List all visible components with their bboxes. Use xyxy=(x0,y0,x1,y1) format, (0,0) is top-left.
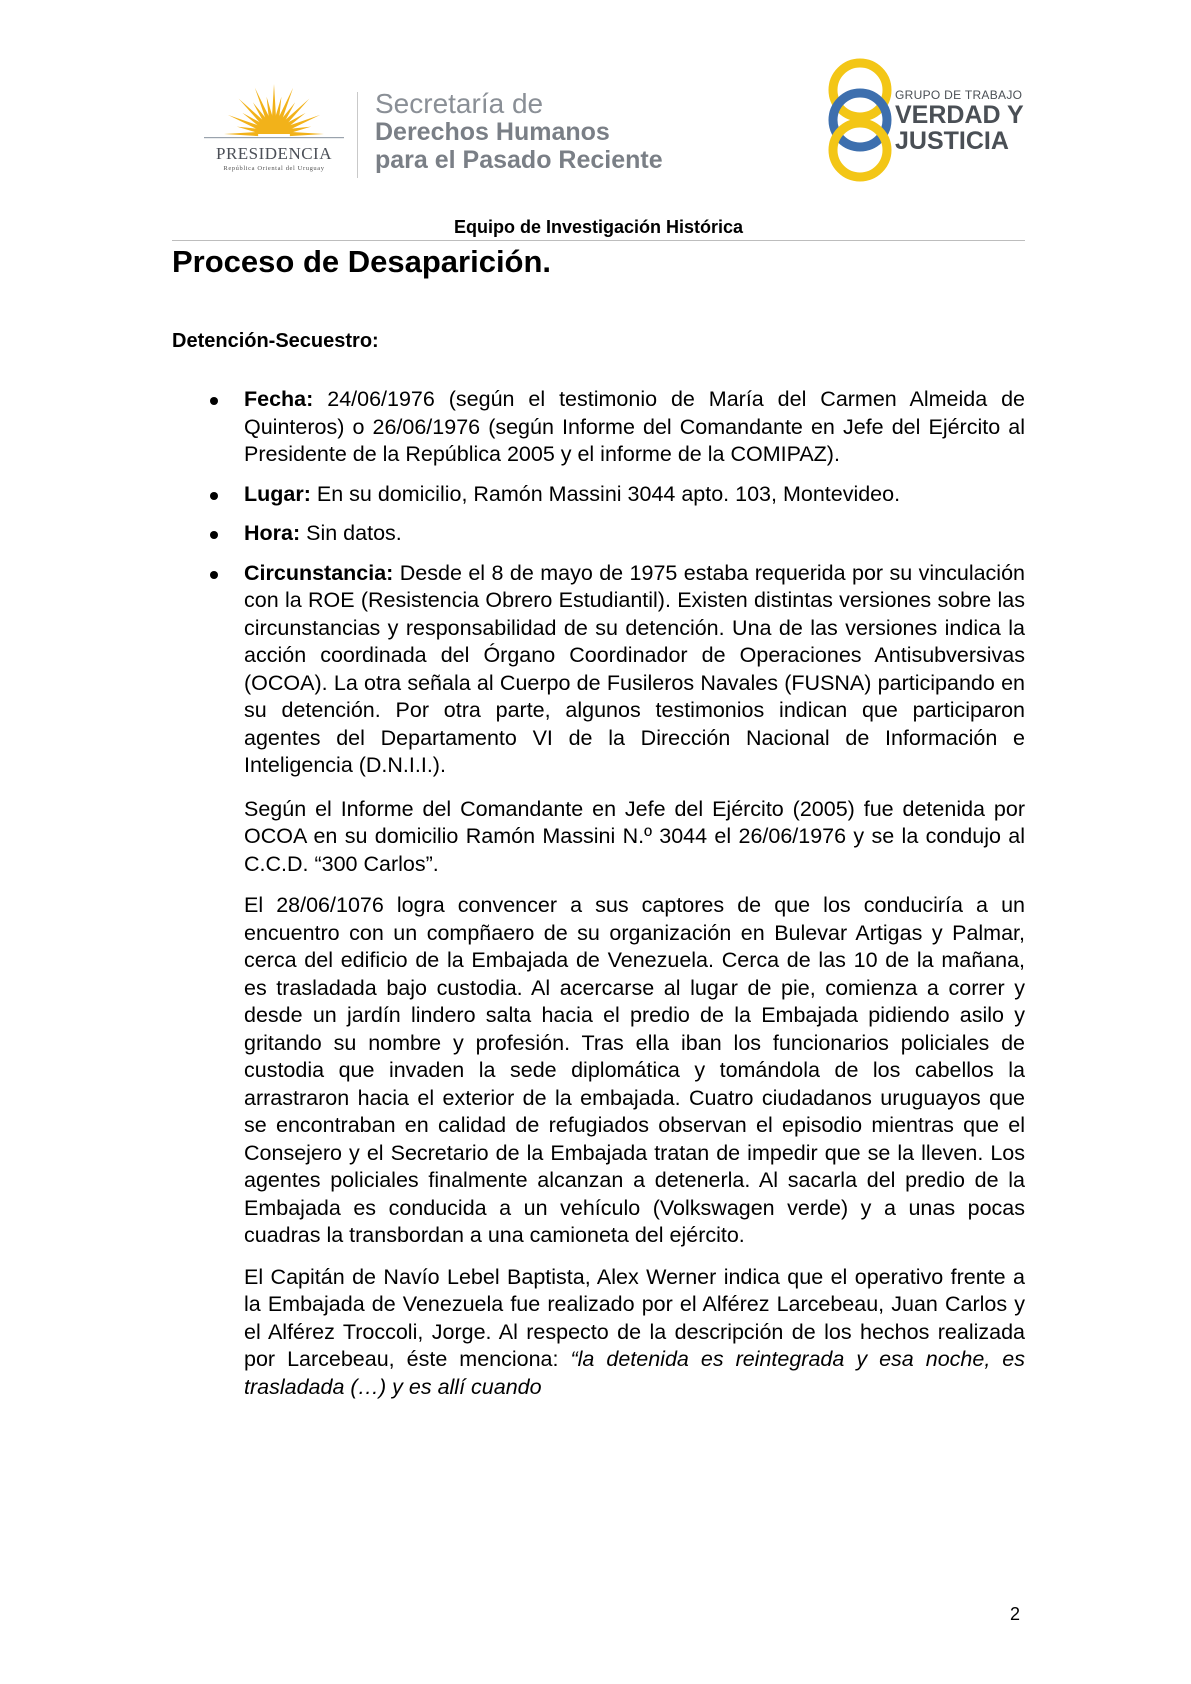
verdad-label: VERDAD Y xyxy=(895,101,1024,129)
secretaria-line-2: Derechos Humanos xyxy=(375,118,610,146)
item-label: Hora: xyxy=(244,521,301,545)
list-item-fecha xyxy=(172,386,1025,469)
bullet-icon xyxy=(210,492,218,500)
secretaria-line-3: para el Pasado Reciente xyxy=(375,146,663,174)
item-text: Desde el 8 de mayo de 1975 estaba requerida por su vinculación con la ROE (Resistencia Obrero Estudiantil). Existen distintas versiones sobre las circunstancias y responsabilidad de su detención. Una de las versiones indica la acción coordinada del Órgano Coordinador de Operaciones Antisubversivas (OCOA). La otra señala al Cuerpo de Fusileros Navales (FUSNA) participando en su detención. Por otra parte, algunos testimonios indican que participaron agentes del Departamento VI de la Dirección Nacional de Información e Inteligencia (D.N.I.I.). xyxy=(244,560,1025,777)
header-divider xyxy=(357,92,358,178)
detail-list xyxy=(172,386,1025,780)
item-text: En su domicilio, Ramón Massini 3044 apto. 103, Montevideo. xyxy=(310,481,901,506)
quote-text: “la detenida es reintegrada y esa noche, es trasladada (…) y es allí cuando xyxy=(244,1347,1025,1399)
paragraph-embajada xyxy=(172,892,1025,1250)
item-text: 24/06/1976 (según el testimonio de María del Carmen Almeida de Quinteros) o 26/06/1976 (según Informe del Comandante en Jefe del Ejército al Presidente de la República 2005 y el informe de la COMIPAZ). xyxy=(244,387,1025,466)
team-heading: Equipo de Investigación Histórica xyxy=(453,217,744,237)
presidencia-sublabel: República Oriental del Uruguay xyxy=(223,165,325,172)
item-label: Lugar: xyxy=(244,481,311,506)
secretaria-logo-text xyxy=(375,90,663,174)
header-rule xyxy=(172,240,1025,241)
verdad-justicia-text xyxy=(895,88,1024,154)
bullet-icon xyxy=(210,397,218,405)
item-text: Sin datos. xyxy=(300,521,402,545)
list-item-hora xyxy=(172,520,1025,548)
list-item-circunstancia xyxy=(172,560,1025,780)
secretaria-line-1: Secretaría de xyxy=(375,88,544,119)
list-item-lugar xyxy=(172,481,1025,509)
document-body xyxy=(172,386,1025,1401)
paragraph-informe xyxy=(172,796,1025,879)
presidencia-label: PRESIDENCIA xyxy=(215,144,332,163)
page-number: 2 xyxy=(1010,1604,1021,1624)
verdad-justicia-rings-logo xyxy=(822,58,898,182)
section-heading: Detención-Secuestro: xyxy=(172,330,379,352)
paragraph-text: El Capitán de Navío Lebel Baptista, Alex Werner indica que el operativo frente a la Embajada de Venezuela fue realizado por el Alférez Larcebeau, Juan Carlos y el Alférez Troccoli, Jorge. Al respecto de la descripción de los hechos realizada por Larcebeau, éste menciona: xyxy=(244,1264,1025,1371)
item-label: Circunstancia: xyxy=(244,560,394,585)
bullet-icon xyxy=(210,571,218,579)
page-header xyxy=(0,0,1191,210)
item-label: Fecha: xyxy=(244,387,314,411)
grupo-label: GRUPO DE TRABAJO xyxy=(895,88,1023,102)
paragraph-text: Según el Informe del Comandante en Jefe del Ejército (2005) fue detenida por OCOA en su domicilio Ramón Massini N.º 3044 el 26/06/1976 y se la condujo al C.C.D. “300 Carlos”. xyxy=(244,796,1025,876)
justicia-label: JUSTICIA xyxy=(895,127,1009,155)
page-title: Proceso de Desaparición. xyxy=(172,244,552,279)
bullet-icon xyxy=(210,531,218,539)
paragraph-text: El 28/06/1076 logra convencer a sus captores de que los conduciría a un encuentro con un compñaero de su organización en Bulevar Artigas y Palmar, cerca del edificio de la Embajada de Venezuela. Cerca de las 10 de la mañana, es trasladada bajo custodia. Al acercarse al lugar de pie, comienza a correr y desde un jardín lindero salta hacia el predio de la Embajada pidiendo asilo y gritando su nombre y profesión. Tras ella iban los funcionarios policiales de custodia que invaden la sede diplomática y tomándola de los cabellos la arrastraron hacia el exterior de la embajada. Cuatro ciudadanos uruguayos que se encontraban en calidad de refugiados observan el episodio mientras que el Consejero y el Secretario de la Embajada tratan de impedir que se la lleven. Los agentes policiales finalmente alcanzan a detenerla. Al sacarla del predio de la Embajada es conducida a un vehículo (Volkswagen verde) y a unas pocas cuadras la transbordan a una camioneta del ejército. xyxy=(244,893,1025,1247)
paragraph-operativo xyxy=(172,1264,1025,1402)
